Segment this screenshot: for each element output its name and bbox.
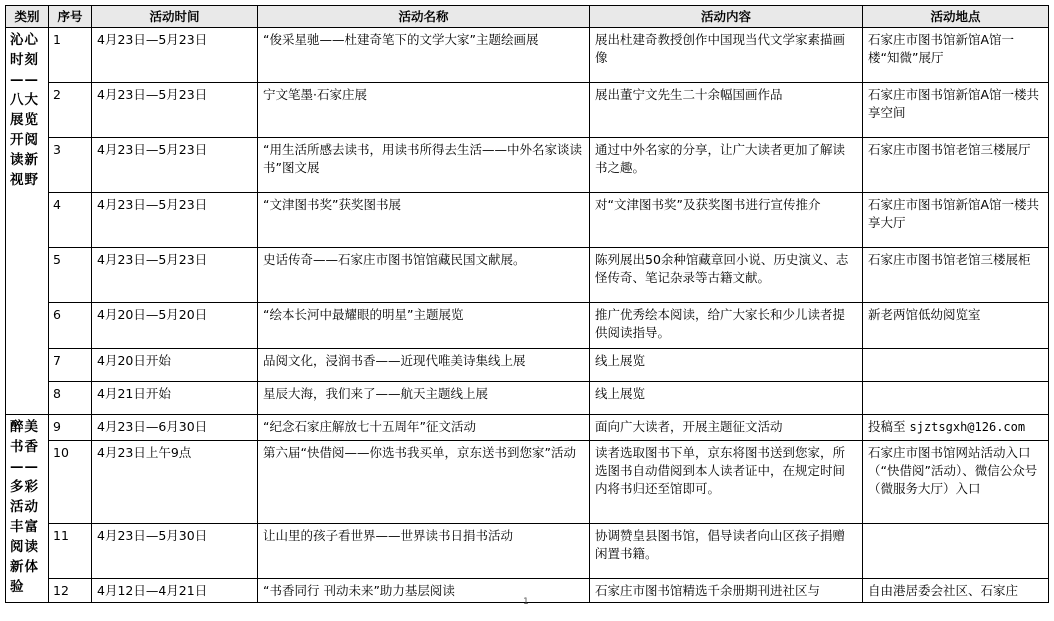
row-content: 石家庄市图书馆精选千余册期刊进社区与 <box>590 579 863 603</box>
row-time: 4月23日上午9点 <box>92 441 258 524</box>
row-location: 自由港居委会社区、石家庄 <box>863 579 1049 603</box>
row-name: “用生活所感去读书，用读书所得去生活——中外名家谈读书”图文展 <box>258 138 590 193</box>
row-location <box>863 349 1049 382</box>
row-name: “绘本长河中最耀眼的明星”主题展览 <box>258 303 590 349</box>
row-content: 读者选取图书下单，京东将图书送到您家，所选图书自动借阅到本人读者证中，在规定时间内将书归还至馆即可。 <box>590 441 863 524</box>
row-location <box>863 415 1049 441</box>
row-content: 对“文津图书奖”及获奖图书进行宣传推介 <box>590 193 863 248</box>
row-time: 4月23日—5月23日 <box>92 138 258 193</box>
row-content: 协调赞皇县图书馆，倡导读者向山区孩子捐赠闲置书籍。 <box>590 524 863 579</box>
row-location: 石家庄市图书馆新馆A馆一楼“知微”展厅 <box>863 28 1049 83</box>
table-row <box>6 248 1049 303</box>
table-row <box>6 441 1049 524</box>
table-row <box>6 138 1049 193</box>
row-name: 星辰大海，我们来了——航天主题线上展 <box>258 382 590 415</box>
row-no: 8 <box>49 382 92 415</box>
row-time: 4月23日—6月30日 <box>92 415 258 441</box>
row-no: 7 <box>49 349 92 382</box>
row-content: 展出杜建奇教授创作中国现当代文学家素描画像 <box>590 28 863 83</box>
table-row <box>6 193 1049 248</box>
row-time: 4月23日—5月23日 <box>92 193 258 248</box>
row-location: 石家庄市图书馆新馆A馆一楼共享大厅 <box>863 193 1049 248</box>
row-location <box>863 524 1049 579</box>
row-time: 4月23日—5月23日 <box>92 28 258 83</box>
row-name: 宁文笔墨·石家庄展 <box>258 83 590 138</box>
row-location: 石家庄市图书馆网站活动入口（“快借阅”活动）、微信公众号（微服务大厅）入口 <box>863 441 1049 524</box>
row-time: 4月23日—5月30日 <box>92 524 258 579</box>
row-name: “文津图书奖”获奖图书展 <box>258 193 590 248</box>
header-content: 活动内容 <box>590 6 863 28</box>
row-time: 4月20日—5月20日 <box>92 303 258 349</box>
row-no: 12 <box>49 579 92 603</box>
row-no: 6 <box>49 303 92 349</box>
table-row <box>6 382 1049 415</box>
row-no: 2 <box>49 83 92 138</box>
row-content: 陈列展出50余种馆藏章回小说、历史演义、志怪传奇、笔记杂录等古籍文献。 <box>590 248 863 303</box>
row-time: 4月23日—5月23日 <box>92 248 258 303</box>
row-no: 11 <box>49 524 92 579</box>
row-time: 4月12日—4月21日 <box>92 579 258 603</box>
row-name: 让山里的孩子看世界——世界读书日捐书活动 <box>258 524 590 579</box>
row-content: 展出董宁文先生二十余幅国画作品 <box>590 83 863 138</box>
table-row <box>6 83 1049 138</box>
row-time: 4月20日开始 <box>92 349 258 382</box>
row-name: 史话传奇——石家庄市图书馆馆藏民国文献展。 <box>258 248 590 303</box>
row-no: 10 <box>49 441 92 524</box>
header-name: 活动名称 <box>258 6 590 28</box>
category-cell: 醉美书香——多彩活动丰富阅读新体验 <box>6 415 49 603</box>
header-category: 类别 <box>6 6 49 28</box>
row-time: 4月23日—5月23日 <box>92 83 258 138</box>
header-location: 活动地点 <box>863 6 1049 28</box>
activity-table-container <box>5 5 1048 603</box>
row-location: 石家庄市图书馆老馆三楼展柜 <box>863 248 1049 303</box>
table-row <box>6 28 1049 83</box>
table-row <box>6 303 1049 349</box>
row-no: 5 <box>49 248 92 303</box>
row-location: 石家庄市图书馆新馆A馆一楼共享空间 <box>863 83 1049 138</box>
row-location: 新老两馆低幼阅览室 <box>863 303 1049 349</box>
row-name: 第六届“快借阅——你选书我买单，京东送书到您家”活动 <box>258 441 590 524</box>
header-no: 序号 <box>49 6 92 28</box>
row-name: 品阅文化，浸润书香——近现代唯美诗集线上展 <box>258 349 590 382</box>
row-name: “书香同行 刊动未来”助力基层阅读 <box>258 579 590 603</box>
row-location <box>863 382 1049 415</box>
table-row <box>6 349 1049 382</box>
row-content: 线上展览 <box>590 349 863 382</box>
row-no: 3 <box>49 138 92 193</box>
row-no: 9 <box>49 415 92 441</box>
row-no: 4 <box>49 193 92 248</box>
page-number: 1 <box>523 597 529 607</box>
header-time: 活动时间 <box>92 6 258 28</box>
row-location: 石家庄市图书馆老馆三楼展厅 <box>863 138 1049 193</box>
activity-table <box>5 5 1049 603</box>
submission-email: sjztsgxh@126.com <box>909 420 1026 434</box>
row-time: 4月21日开始 <box>92 382 258 415</box>
header-row <box>6 6 1049 28</box>
row-name: “纪念石家庄解放七十五周年”征文活动 <box>258 415 590 441</box>
row-no: 1 <box>49 28 92 83</box>
row-content: 通过中外名家的分享，让广大读者更加了解读书之趣。 <box>590 138 863 193</box>
table-row <box>6 415 1049 441</box>
row-content: 推广优秀绘本阅读，给广大家长和少儿读者提供阅读指导。 <box>590 303 863 349</box>
row-content: 面向广大读者，开展主题征文活动 <box>590 415 863 441</box>
table-row <box>6 524 1049 579</box>
category-cell: 沁心时刻——八大展览开阅读新视野 <box>6 28 49 415</box>
row-content: 线上展览 <box>590 382 863 415</box>
row-name: “俊采星驰——杜建奇笔下的文学大家”主题绘画展 <box>258 28 590 83</box>
location-text: 投稿至 <box>868 419 906 434</box>
